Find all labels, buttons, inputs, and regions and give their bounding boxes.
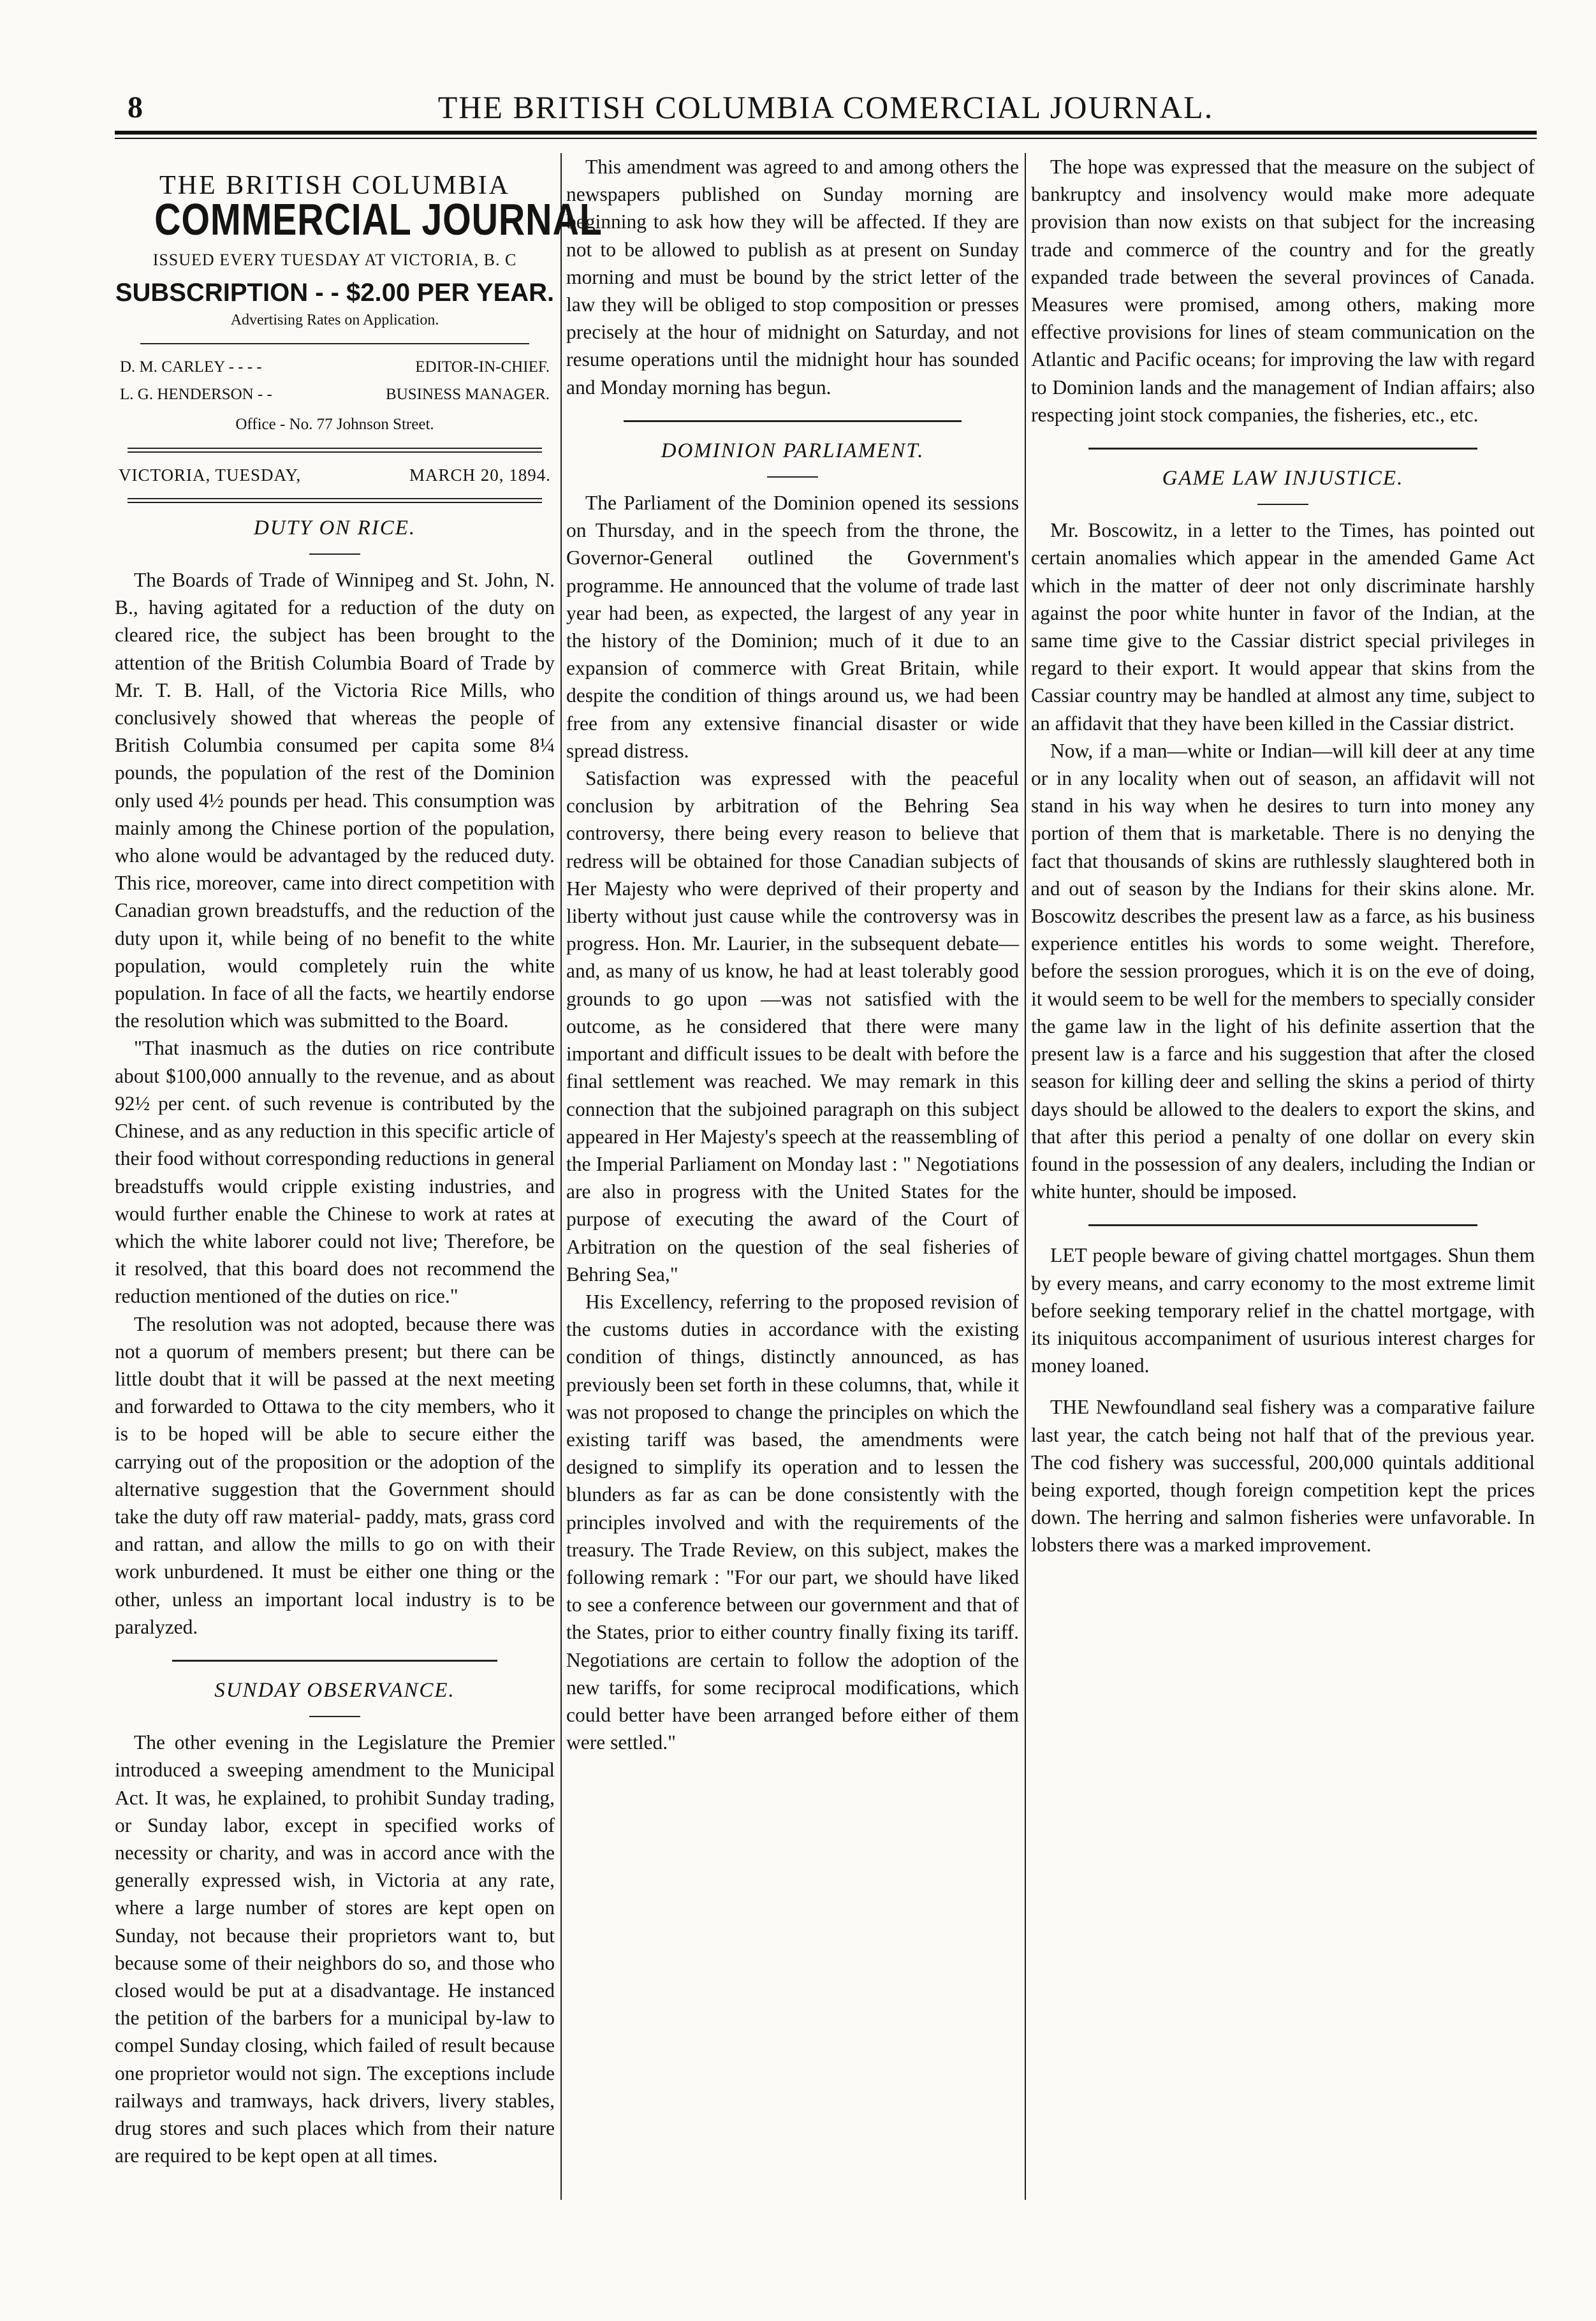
masthead-rule (140, 343, 529, 344)
masthead-advertising: Advertising Rates on Application. (230, 311, 439, 328)
running-title: THE BRITISH COLUMBIA COMERCIAL JOURNAL. (437, 89, 1214, 125)
heading-rule (309, 553, 360, 555)
paragraph-text: Newfoundland seal fishery was a comparative failure last year, the catch being not half that of the previous year. The cod fishery was successful, 200,000 quintals additional being exported, though foreign competition kept the prices down. The herring and salmon fisheries were unfavorable. In lobsters there was a marked improvement. (1031, 1396, 1535, 1556)
dateline-place: VICTORIA, TUESDAY, (119, 465, 302, 485)
dateline-date: MARCH 20, 1894. (409, 465, 551, 485)
office-address: Office - No. 77 Johnson Street. (235, 416, 434, 434)
article-paragraph: The other evening in the Legislature the Premier introduced a sweeping amendment to the Municipal Act. It was, he explained, to prohibit Sunday trading, or Sunday labor, except in specified works of necessity or charity, and was in accord ance with the generally expressed wish, in Victoria at any rate, where a large number of stores are kept open on Sunday, not because their proprietors want to, but because some of their neighbors do so, and those who closed would be put at a disadvantage. He instanced the petition of the barbers for a municipal by-law to compel Sunday closing, which failed of result because one proprietor would not sign. The exceptions include railways and tramways, hack drivers, livery stables, drug stores and such places which from their nature are required to be kept open at all times. (115, 1731, 555, 2167)
column-divider (1025, 153, 1026, 2200)
dateline (115, 462, 555, 489)
article-paragraph: The resolution was not adopted, because there was not a quorum of members present; but there can be little doubt that it will be passed at the next meeting and forwarded to Ottawa to the city members, who it is to be hoped will be able to secure either the carrying out of the proposition or the adoption of the alternative suggestion that the Government should take the duty off raw material- paddy, mats, grass cord and rattan, and allow the mills to go on with their work unburdened. It must be either one thing or the other, unless an important local industry is to be paralyzed. (115, 1312, 555, 1638)
article-paragraph: The Parliament of the Dominion opened its sessions on Thursday, and in the speech from the throne, the Governor-General outlined the Government's programme. He announced that the volume of trade last year had been, as expected, the largest of any year in the history of the Dominion; much of it due to an expansion of commerce with Great Britain, while despite the condition of things around us, we had been free from any extensive financial disaster or wide spread distress. (566, 492, 1019, 762)
article-paragraph: This amendment was agreed to and among others the newspapers published on Sunday morning are beginning to ask how they will be affected. If they are not to be allowed to publish as at present on Sunday morning and must be bound by the strict letter of the law they will be obliged to stop composition or presses precisely at the hour of midnight on Saturday, and not resume operations until the midnight hour has sounded and Monday morning has begun. (566, 156, 1019, 399)
article-paragraph: The hope was expressed that the measure on the subject of bankruptcy and insolvency would make more adequate provision than now exists on that subject for the increasing trade and commerce of the country and for the greatly expanded trade between the several provinces of Canada. Measures were promised, among others, making more effective provisions for lines of steam communication on the Atlantic and Pacific oceans; for improving the law with regard to Dominion lands and the management of Indian affairs; also respecting joint stock companies, the fisheries, etc., etc. (1031, 156, 1535, 426)
article-paragraph: "That inasmuch as the duties on rice contribute about $100,000 annually to the revenue, and as about 92½ per cent. of such revenue is contributed by the Chinese, and as any reduction in this specific article of their food without corresponding reductions in general breadstuffs would cripple existing industries, and would further enable the Chinese to work at rates at which the white laborer could not live; Therefore, be it resolved, that this board does not recommend the reduction mentioned of the duties on rice." (115, 1037, 555, 1308)
masthead-double-rule (128, 448, 542, 453)
paragraph-text: people beware of giving chattel mortgages. Shun them by every means, and carry economy to the most extreme limit before seeking temporary relief in the chattel mortgage, with its iniquitous accompaniment of usurious interest charges for money loaned. (1031, 1244, 1535, 1377)
article-paragraph (1031, 1393, 1535, 1558)
masthead-subscription: SUBSCRIPTION - - $2.00 PER YEAR. (115, 278, 555, 307)
column-divider (560, 153, 562, 2200)
article-paragraph: Now, if a man—white or Indian—will kill deer at any time or in any locality when out of season, an affidavit will not stand in his way when he desires to turn into money any portion of them that is marketable. There is no denying the fact that thousands of skins are ruthlessly slaughtered both in and out of season by the Indians for their skins alone. Mr. Boscowitz describes the present law as a farce, as his business experience entitles his words to some weight. Therefore, before the session prorogues, which it is on the eve of doing, it would seem to be well for the members to specially consider the game law in the light of his definite assertion that the present law is a farce and his suggestion that after the closed season for killing deer and selling the skins a period of thirty days should be allowed to the dealers to export the skins, and that after this period a penalty of one dollar on every skin found in the possession of any dealers, including the Indian or white hunter, should be imposed. (1031, 739, 1535, 1203)
staff-name: L. G. HENDERSON - - (120, 386, 272, 404)
masthead-issued: ISSUED EVERY TUESDAY AT VICTORIA, B. C (152, 251, 517, 270)
staff-name: D. M. CARLEY - - - - (120, 358, 262, 376)
staff-role: BUSINESS MANAGER. (386, 386, 550, 404)
article-paragraph: Satisfaction was expressed with the peaceful conclusion by arbitration of the Behring Sea controversy, there being every reason to believe that redress will be obtained for those Canadian subjects of Her Majesty who were deprived of their property and liberty without just cause while the controversy was in progress. Hon. Mr. Laurier, in the subsequent debate—and, as many of us know, he had at least tolerably good grounds to go upon —was not satisfied with the outcome, as he considered that there were many important and difficult issues to be dealt with before the final settlement was reached. We may remark in this connection that the subjoined paragraph on this subject appeared in Her Majesty's speech at the reassembling of the Imperial Parliament on Monday last : " Negotiations are also in progress with the United States for the purpose of executing the award of the Court of Arbitration on the question of the seal fisheries of Behring Sea," (566, 767, 1019, 1285)
column-2 (566, 153, 1019, 2193)
column-1 (115, 153, 603, 2193)
masthead-title: COMMERCIAL JOURNAL (154, 194, 603, 245)
lead-word: THE (1050, 1396, 1090, 1419)
section-rule (1088, 448, 1477, 450)
masthead-line1: THE BRITISH COLUMBIA (159, 171, 510, 200)
dateline-rule (128, 498, 542, 503)
staff-editor (115, 353, 555, 381)
article-heading-game: GAME LAW INJUSTICE. (1162, 467, 1404, 490)
heading-rule (309, 1716, 360, 1717)
header-rule (115, 131, 1537, 135)
lead-word: LET (1050, 1244, 1087, 1267)
section-rule (172, 1660, 497, 1662)
heading-rule (1257, 504, 1308, 505)
article-paragraph: His Excellency, referring to the proposed revision of the customs duties in accordance with the existing condition of things, distinctly announced, as has previously been set forth in these columns, that, while it was not proposed to change the principles on which the existing tariff was based, the amendments were designed to simplify its operation and to lessen the blunders as far as can be done consistently with the principles involved and with the requirements of the treasury. The Trade Review, on this subject, makes the following remark : "For our part, we should have liked to see a conference between our government and that of the States, prior to either country finally fixing its tariff. Negotiations are certain to follow the adoption of the new tariffs, for some reciprocal modifications, which could better have been arranged before either of them were settled." (566, 1290, 1019, 1754)
staff-role: EDITOR-IN-CHIEF. (415, 358, 550, 376)
page-number: 8 (128, 91, 143, 124)
column-3 (1031, 153, 1535, 2193)
section-rule (624, 420, 962, 422)
header-rule-thin (115, 138, 1537, 139)
article-heading-sunday: SUNDAY OBSERVANCE. (214, 1678, 455, 1702)
heading-rule (767, 476, 818, 478)
article-paragraph: Mr. Boscowitz, in a letter to the Times, has pointed out certain anomalies which appear in the amended Game Act which in the matter of deer not only discriminate harshly against the poor white hunter in favor of the Indian, at the same time give to the Cassiar district special privileges in regard to their export. It would appear that skins from the Cassiar country may be handled at almost any time, subject to an affidavit that they have been killed in the Cassiar district. (1031, 519, 1535, 735)
article-heading-dominion: DOMINION PARLIAMENT. (661, 439, 925, 462)
page-header (115, 80, 1537, 124)
article-heading-rice: DUTY ON RICE. (253, 516, 416, 539)
article-paragraph (1031, 1241, 1535, 1379)
article-paragraph: The Boards of Trade of Winnipeg and St. John, N. B., having agitated for a reduction of the duty on cleared rice, the subject has been brought to the attention of the British Columbia Board of Trade by Mr. T. B. Hall, of the Victoria Rice Mills, who conclusively showed that whereas the people of British Columbia consumed per capita some 8¼ pounds, the population of the rest of the Dominion only used 4½ pounds per head. This consumption was mainly among the Chinese portion of the population, who alone would be advantaged by the reduced duty. This rice, moreover, came into direct competition with Canadian grown breadstuffs, and the reduction of the duty upon it, while being of no benefit to the white population, would completely ruin the white population. In face of all the facts, we heartily endorse the resolution which was submitted to the Board. (115, 569, 555, 1032)
section-rule (1088, 1224, 1477, 1226)
staff-manager (115, 381, 555, 408)
